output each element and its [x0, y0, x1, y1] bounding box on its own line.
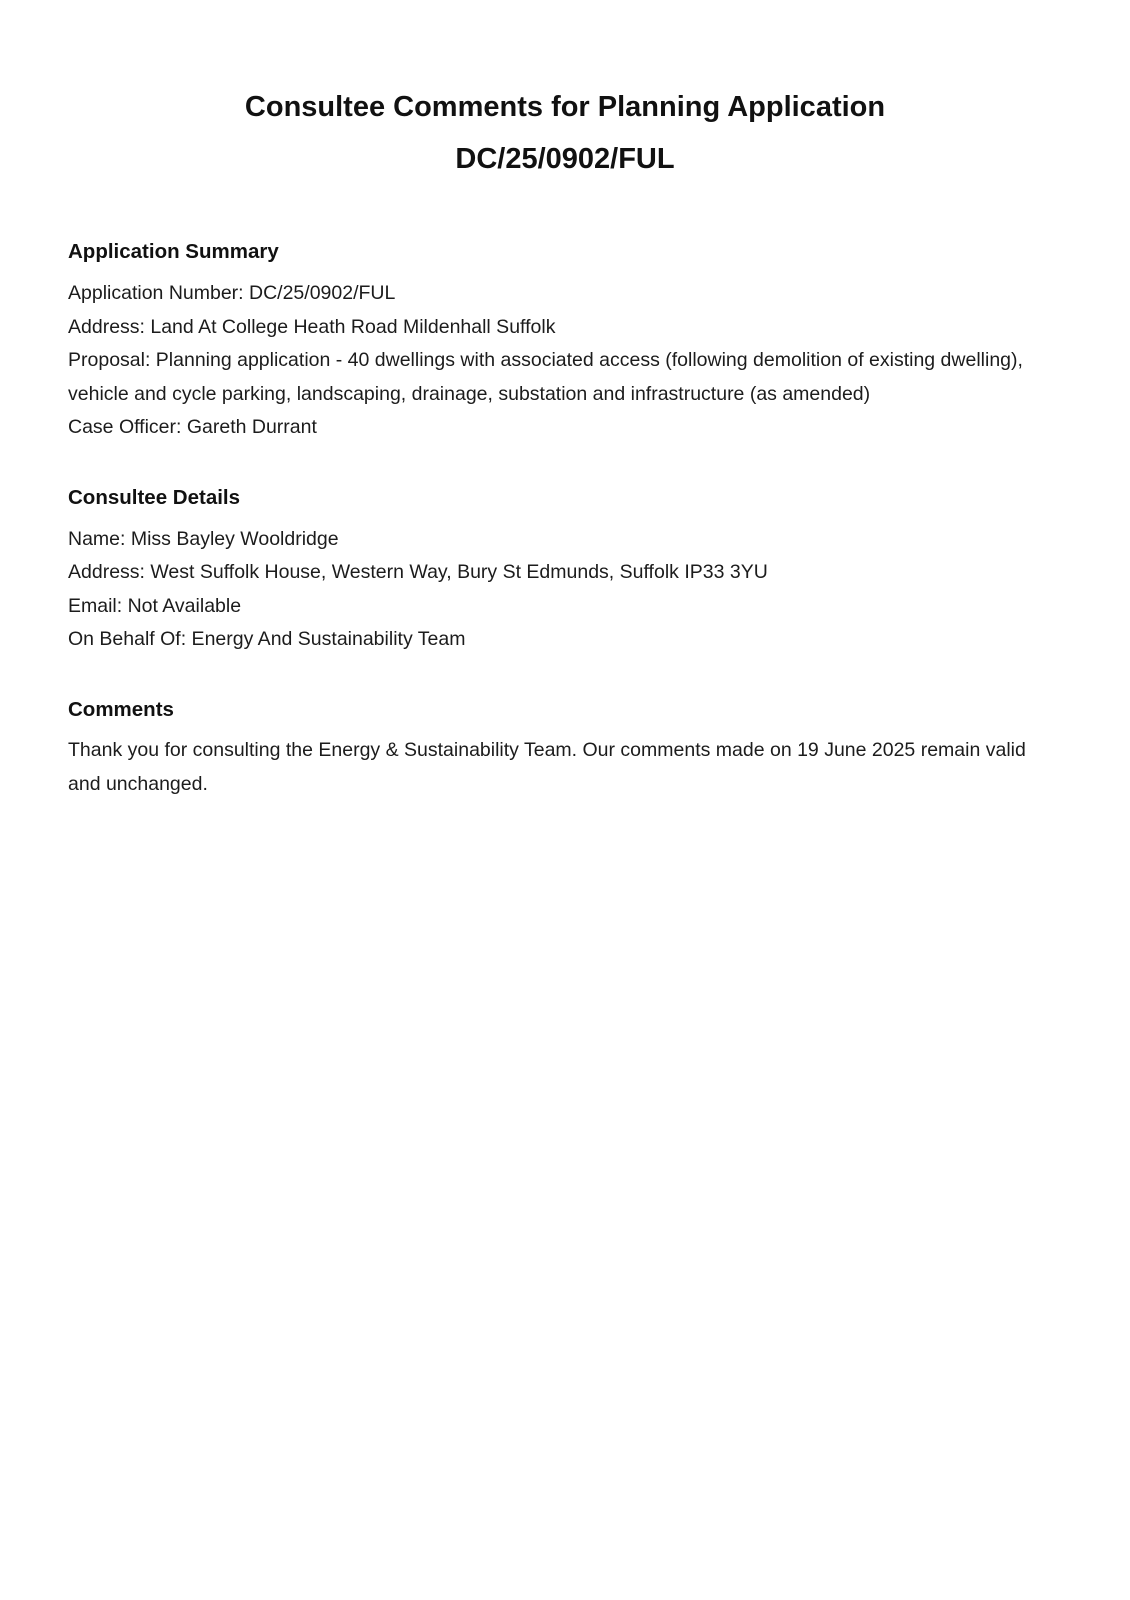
document-title-line-1: Consultee Comments for Planning Application — [244, 91, 886, 123]
section-heading-comments: Comments — [68, 697, 174, 721]
application-proposal-line: Proposal: Planning application - 40 dwellings with associated access (following demolition of existing dwelling), vehicle and cycle parking, landscaping, drainage, substation and infrastructure (as amended) — [68, 349, 1023, 405]
comments-body-line: Thank you for consulting the Energy & Sustainability Team. Our comments made on 19 June 2025 remain valid and unchanged. — [68, 739, 1026, 795]
application-address-line: Address: Land At College Heath Road Mildenhall Suffolk — [68, 315, 556, 338]
consultee-name-line: Name: Miss Bayley Wooldridge — [68, 527, 339, 550]
document-title-line-2: DC/25/0902/FUL — [455, 142, 675, 175]
section-consultee-details — [68, 481, 1062, 657]
case-officer-line: Case Officer: Gareth Durrant — [68, 416, 317, 439]
section-comments — [68, 693, 1062, 802]
section-application-summary — [68, 235, 1062, 444]
consultee-email-line: Email: Not Available — [68, 594, 242, 617]
document-title — [135, 82, 995, 185]
consultee-on-behalf-of-line: On Behalf Of: Energy And Sustainability Team — [68, 628, 466, 651]
application-number-line: Application Number: DC/25/0902/FUL — [68, 282, 396, 305]
section-heading-application-summary: Application Summary — [68, 240, 279, 264]
consultee-address-line: Address: West Suffolk House, Western Way, Bury St Edmunds, Suffolk IP33 3YU — [68, 561, 768, 584]
section-heading-consultee-details: Consultee Details — [68, 485, 241, 509]
